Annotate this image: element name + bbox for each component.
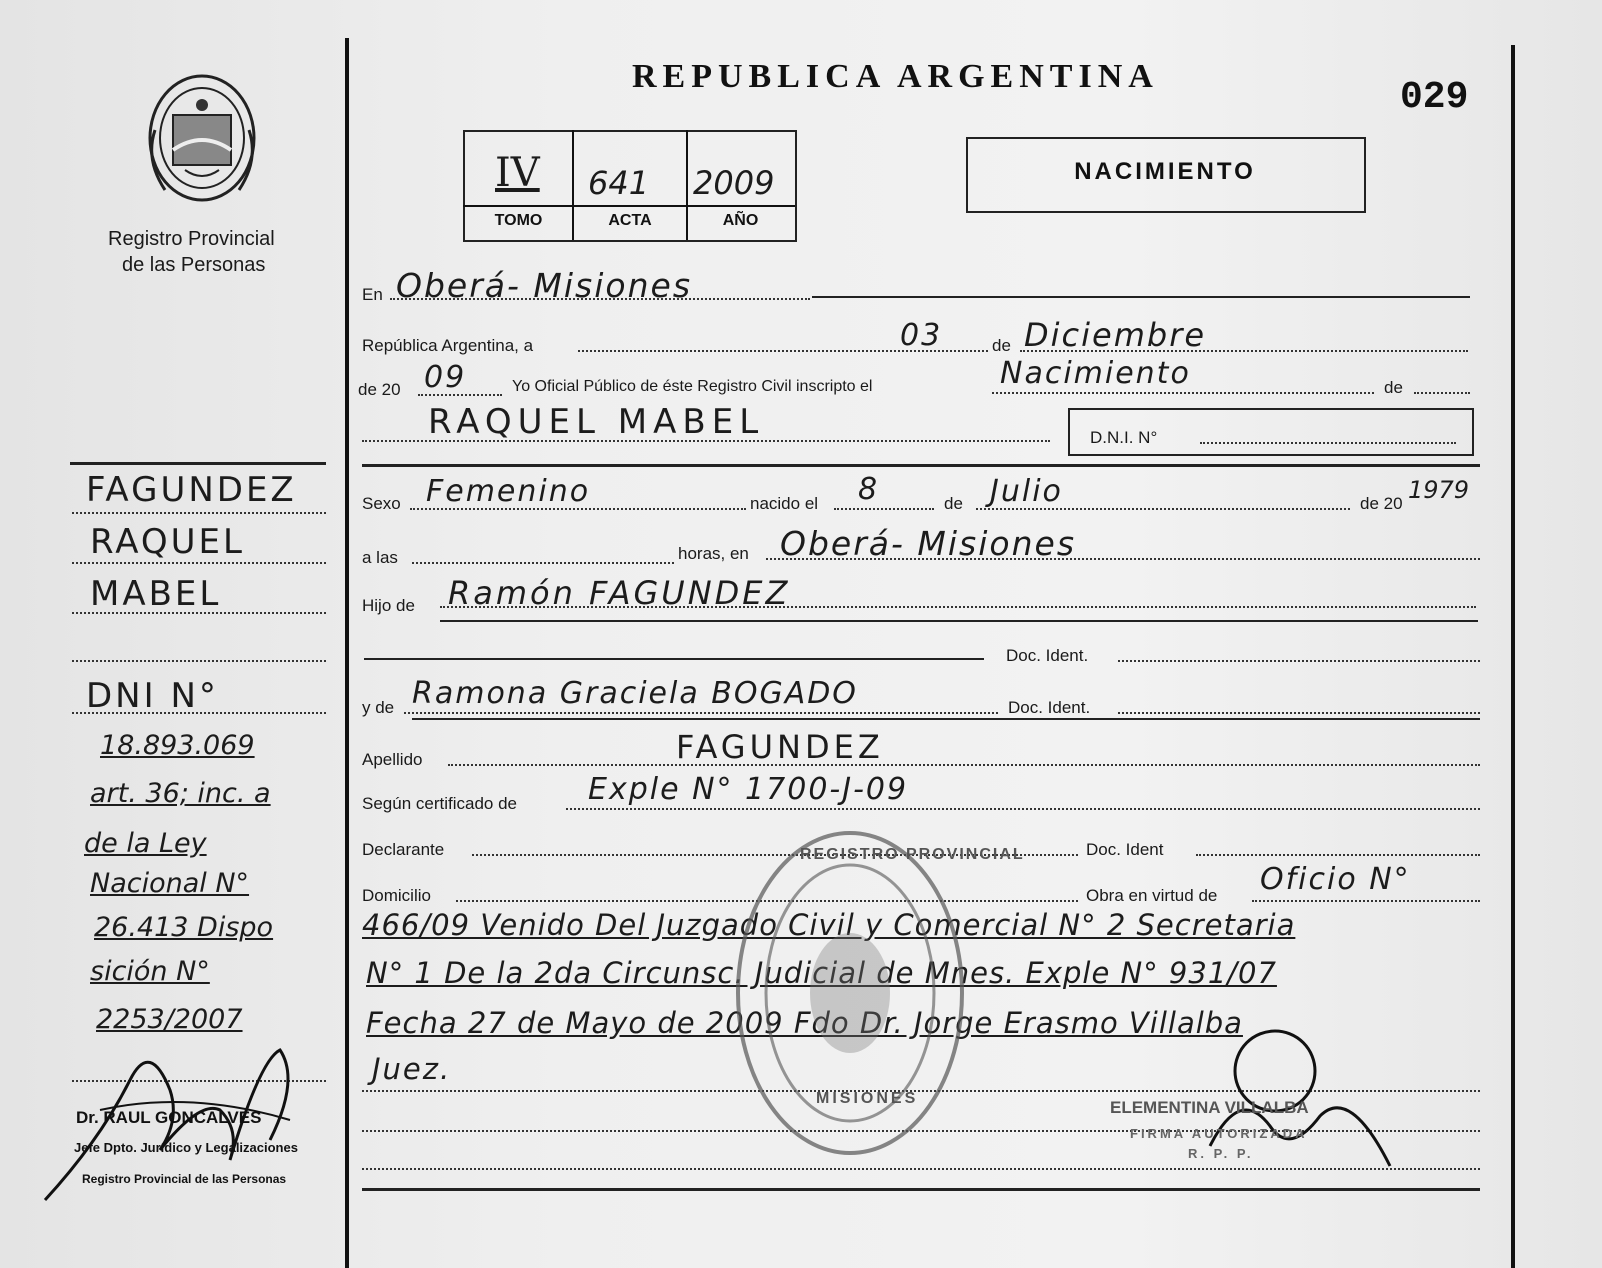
right-signer-name: ELEMENTINA VILLALBA	[1110, 1098, 1309, 1117]
label-doc-ident-3: Doc. Ident	[1086, 840, 1164, 859]
label-en: En	[362, 285, 383, 304]
page-title: REPUBLICA ARGENTINA	[632, 58, 1159, 95]
right-signer-role: FIRMA AUTORIZADA	[1130, 1126, 1308, 1141]
separator-1	[362, 464, 1480, 467]
margin-line-8: Nacional N°	[90, 868, 250, 899]
line-nombre	[362, 440, 1050, 442]
label-sexo: Sexo	[362, 494, 401, 513]
value-madre: Ramona Graciela BOGADO	[412, 676, 858, 711]
line-inscripto	[992, 392, 1374, 394]
margin-line-11: 2253/2007	[96, 1004, 243, 1035]
label-de-mid: de	[944, 494, 963, 513]
value-lugar: Oberá- Misiones	[396, 266, 693, 305]
label-horas-en: horas, en	[678, 544, 749, 563]
margin-line-3: MABEL	[90, 574, 222, 614]
acta-label: ACTA	[608, 212, 652, 229]
label-apellido: Apellido	[362, 750, 423, 769]
obs-line-2: N° 1 De la 2da Circunsc. Judicial de Mnes. Exple N° 931/07	[366, 956, 1277, 990]
registry-name-line1: Registro Provincial	[108, 228, 275, 250]
value-nacido-mes: Julio	[990, 474, 1063, 509]
value-mes: Diciembre	[1024, 316, 1207, 354]
line-nacido-dia	[834, 508, 934, 510]
line-doc1-b	[1118, 660, 1480, 662]
label-de20-end: de 20	[1360, 494, 1403, 513]
line-segun	[566, 808, 1480, 810]
margin-top-rule	[70, 462, 326, 465]
label-de20: de 20	[358, 380, 401, 399]
value-nacido-dia: 8	[858, 472, 880, 507]
margin-line-9: 26.413 Dispo	[94, 912, 274, 943]
right-border-line	[1511, 45, 1515, 1268]
label-domicilio: Domicilio	[362, 886, 431, 905]
value-obra: Oficio N°	[1260, 862, 1411, 897]
record-divider-h	[463, 205, 795, 207]
line-anio	[418, 394, 502, 396]
page-number: 029	[1400, 76, 1469, 119]
label-declarante: Declarante	[362, 840, 445, 859]
value-apellido: FAGUNDEZ	[676, 728, 884, 766]
line-madre-solid	[412, 718, 1480, 720]
margin-line-4: DNI N°	[86, 676, 219, 716]
margin-line-2: RAQUEL	[90, 522, 245, 562]
registry-stamp-icon	[732, 826, 968, 1160]
line-doc1-a	[364, 658, 984, 660]
margin-rule-3	[72, 612, 326, 614]
line-doc3	[1196, 854, 1480, 856]
left-signer-role: Jefe Dpto. Jurídico y Legalizaciones	[74, 1140, 298, 1155]
margin-rule-4	[72, 660, 326, 662]
line-padre	[440, 606, 1476, 608]
label-hijo-de: Hijo de	[362, 596, 415, 615]
anio-label: AÑO	[722, 212, 759, 229]
line-padre-solid	[440, 620, 1478, 622]
label-obra: Obra en virtud de	[1086, 886, 1218, 905]
line-nacido-mes	[976, 508, 1350, 510]
label-republica: República Argentina, a	[362, 336, 534, 355]
line-obra	[1252, 900, 1480, 902]
tomo-value: IV	[495, 150, 540, 196]
registry-name-line2: de las Personas	[122, 254, 266, 276]
stamp-top-text: REGISTRO PROVINCIAL	[800, 846, 1025, 863]
obs-line-3: Fecha 27 de Mayo de 2009 Fdo Dr. Jorge Erasmo Villalba	[366, 1006, 1243, 1040]
value-inscripto: Nacimiento	[1000, 356, 1191, 391]
tomo-label: TOMO	[494, 212, 543, 229]
value-certificado: Exple N° 1700-J-09	[588, 772, 909, 807]
label-doc-ident-1: Doc. Ident.	[1006, 646, 1089, 665]
value-sexo: Femenino	[426, 474, 591, 509]
line-dni	[1200, 442, 1456, 444]
separator-bottom	[362, 1188, 1480, 1191]
label-segun: Según certificado de	[362, 794, 517, 813]
provincial-seal-icon	[135, 70, 270, 210]
label-y-de: y de	[362, 698, 395, 717]
margin-line-10: sición N°	[90, 956, 210, 987]
anio-value: 2009	[693, 164, 775, 202]
value-nacido-anio: 1979	[1408, 476, 1470, 504]
line-doc2	[1118, 712, 1480, 714]
margin-rule-5	[72, 712, 326, 714]
obs-line-1: 466/09 Venido Del Juzgado Civil y Comercial N° 2 Secretaria	[362, 908, 1296, 942]
left-column-divider	[345, 38, 349, 1268]
line-en-solid	[812, 296, 1470, 298]
line-lugar-nac	[766, 558, 1480, 560]
line-mes	[1020, 350, 1468, 352]
value-padre: Ramón FAGUNDEZ	[448, 574, 791, 612]
margin-line-1: FAGUNDEZ	[86, 470, 297, 510]
value-anio: 09	[424, 360, 467, 395]
left-signer-name: Dr. RAUL GONCALVES	[76, 1108, 262, 1127]
margin-line-5: 18.893.069	[100, 730, 255, 761]
stamp-bottom-text: MISIONES	[816, 1090, 919, 1107]
label-yo-oficial: Yo Oficial Público de éste Registro Civil inscripto el	[512, 378, 873, 395]
right-signer-org: R. P. P.	[1188, 1146, 1254, 1161]
record-type: NACIMIENTO	[1074, 158, 1256, 185]
label-doc-ident-2: Doc. Ident.	[1008, 698, 1091, 717]
label-a-las: a las	[362, 548, 398, 567]
obs-line-4: Juez.	[372, 1052, 452, 1086]
label-nacido: nacido el	[750, 494, 819, 513]
value-nombre: RAQUEL MABEL	[428, 402, 765, 442]
acta-value: 641	[588, 164, 650, 202]
value-dia: 03	[900, 318, 943, 353]
margin-rule-2	[72, 562, 326, 564]
margin-line-6: art. 36; inc. a	[90, 778, 271, 809]
line-en	[390, 298, 810, 300]
seal-top-text	[0, 0, 7, 1]
line-a-las	[412, 562, 674, 564]
line-apellido	[448, 764, 1480, 766]
line-de-end	[1414, 392, 1470, 394]
left-signer-org: Registro Provincial de las Personas	[82, 1172, 287, 1186]
label-de: de	[992, 336, 1011, 355]
label-de-end: de	[1384, 378, 1403, 397]
line-sexo	[410, 508, 746, 510]
margin-rule-1	[72, 512, 326, 514]
label-dni: D.N.I. N°	[1090, 428, 1158, 447]
line-madre	[404, 712, 998, 714]
value-lugar-nac: Oberá- Misiones	[780, 524, 1077, 563]
margin-line-7: de la Ley	[84, 828, 207, 859]
